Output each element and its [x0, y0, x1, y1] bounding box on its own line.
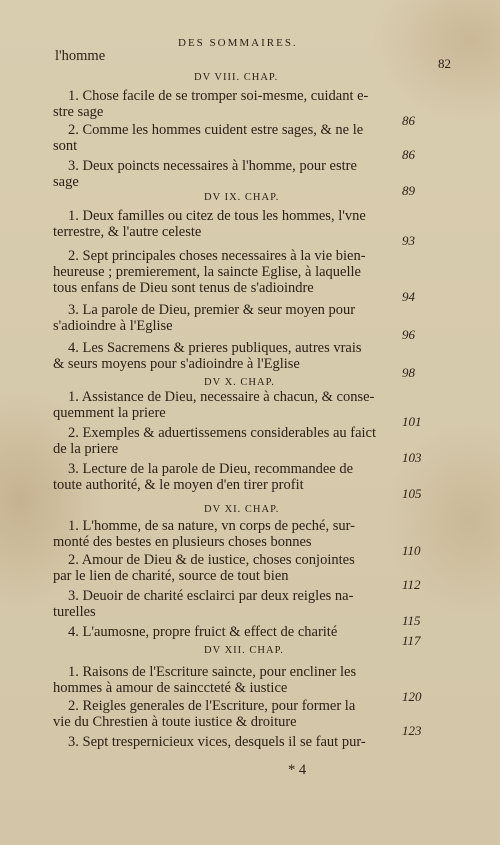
entry-page-number: 105: [402, 486, 422, 501]
entry-line: 2. Sept principales choses necessaires à la vie bien-: [68, 248, 366, 264]
entry-line: 3. Sept trespernicieux vices, desquels il se faut pur-: [68, 734, 366, 750]
catchword-top: l'homme: [55, 48, 106, 64]
entry-line: par le lien de charité, source de tout bien: [53, 568, 289, 584]
chapter-heading: DV XI. CHAP.: [204, 504, 280, 515]
entry-line: terrestre, & l'autre celeste: [53, 224, 202, 240]
entry-page-number: 110: [402, 543, 421, 558]
entry-line: 2. Comme les hommes cuident estre sages, & ne le: [68, 122, 364, 138]
entry-line: s'adioindre à l'Eglise: [53, 318, 173, 334]
entry-page-number: 86: [402, 147, 415, 162]
entry-line: 4. Les Sacremens & prieres publiques, autres vrais: [68, 340, 362, 356]
entry-line: de la priere: [53, 441, 119, 457]
entry-page-number: 103: [402, 450, 422, 465]
entry-line: stre sage: [53, 104, 104, 120]
entry-line: sage: [53, 174, 79, 190]
entry-line: toute authorité, & le moyen d'en tirer profit: [53, 477, 304, 493]
chapter-heading: DV IX. CHAP.: [204, 192, 280, 203]
entry-line: 4. L'aumosne, propre fruict & effect de charité: [68, 624, 338, 640]
chapter-heading: DV X. CHAP.: [204, 377, 275, 388]
entry-line: 1. Raisons de l'Escriture saincte, pour encliner les: [68, 664, 357, 680]
entry-line: heureuse ; premierement, la saincte Eglise, à laquelle: [53, 264, 361, 280]
entry-line: 2. Reigles generales de l'Escriture, pour former la: [68, 698, 356, 714]
entry-line: vie du Chrestien à toute iustice & droiture: [53, 714, 297, 730]
entry-page-number: 96: [402, 327, 415, 342]
entry-line: 2. Amour de Dieu & de iustice, choses conjointes: [68, 552, 355, 568]
running-title: DES SOMMAIRES.: [178, 37, 298, 49]
entry-page-number: 115: [402, 613, 421, 628]
entry-page-number: 117: [402, 633, 421, 648]
entry-line: hommes à amour de sainccteté & iustice: [53, 680, 288, 696]
chapter-heading: DV XII. CHAP.: [204, 645, 284, 656]
entry-page-number: 112: [402, 577, 421, 592]
entry-line: 3. Deux poincts necessaires à l'homme, pour estre: [68, 158, 357, 174]
entry-line: 1. Deux familles ou citez de tous les hommes, l'vne: [68, 208, 366, 224]
entry-page-number: 101: [402, 414, 422, 429]
entry-line: monté des bestes en plusieurs choses bonnes: [53, 534, 312, 550]
entry-line: 3. Lecture de la parole de Dieu, recommandee de: [68, 461, 354, 477]
chapter-heading: DV VIII. CHAP.: [194, 72, 279, 83]
folio-number: 82: [438, 56, 451, 71]
entry-line: 1. Chose facile de se tromper soi-mesme, cuidant e-: [68, 88, 369, 104]
entry-page-number: 93: [402, 233, 415, 248]
signature-mark: * 4: [288, 762, 307, 778]
entry-line: 3. Deuoir de charité esclairci par deux reigles na-: [68, 588, 354, 604]
entry-page-number: 89: [402, 183, 415, 198]
entry-page-number: 86: [402, 113, 415, 128]
entry-page-number: 98: [402, 365, 415, 380]
entry-line: sont: [53, 138, 78, 154]
entry-line: tous enfans de Dieu sont tenus de s'adioindre: [53, 280, 314, 296]
entry-page-number: 123: [402, 723, 422, 738]
entry-line: turelles: [53, 604, 96, 620]
entry-line: & seurs moyens pour s'adioindre à l'Eglise: [53, 356, 300, 372]
entry-page-number: 120: [402, 689, 422, 704]
entry-line: 3. La parole de Dieu, premier & seur moyen pour: [68, 302, 356, 318]
entry-line: 2. Exemples & aduertissemens considerables au faict: [68, 425, 377, 441]
entry-line: 1. L'homme, de sa nature, vn corps de peché, sur-: [68, 518, 355, 534]
entry-page-number: 94: [402, 289, 415, 304]
entry-line: 1. Assistance de Dieu, necessaire à chacun, & conse-: [68, 389, 375, 405]
entry-line: quemment la priere: [53, 405, 166, 421]
